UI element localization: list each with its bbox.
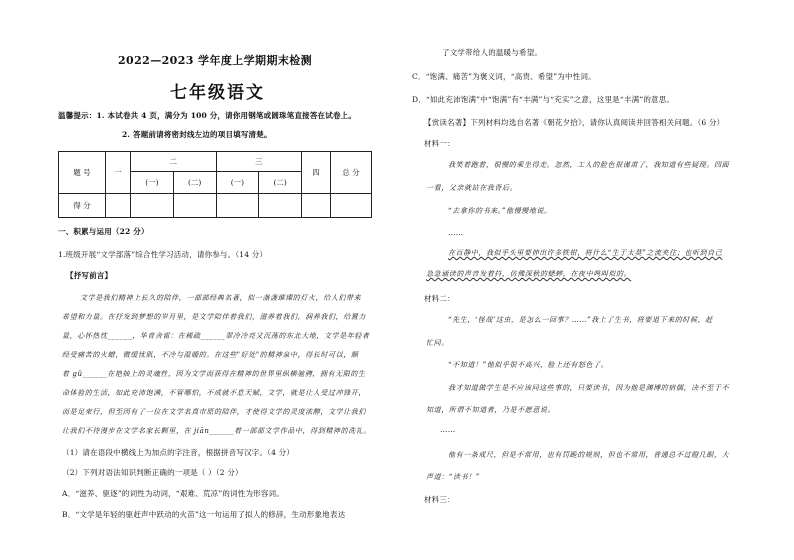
subject-title: 七年级语文 xyxy=(170,83,265,103)
table-sub-cell: (一) xyxy=(216,172,259,194)
score-cell[interactable] xyxy=(259,194,302,218)
passage-line: 量，心怀热忱______，华育舍雷：在稀疏______翠冷冷亮又沉荡的东北大地，文学是年轻者 xyxy=(62,332,370,340)
passage-line: 文学是我们精神上长久的陪伴，一部部经典名著，似一盏盏璀璨的灯火，给人们带来 xyxy=(80,294,362,302)
passage-line: 希望和力量。在抒发到梦想的岁月里，是文学陪伴着我们，滋养着我们，润养我们，给置力 xyxy=(62,313,366,321)
option-d: D．“如此充沛饱满”中“饱满”有“丰满”与“充实”之意，这里是“丰满”的意思。 xyxy=(412,95,675,104)
tag-preface: 【抒写前言】 xyxy=(66,271,113,280)
material-line: 他有一条戒尺，但是不常用，也有罚跪的规则，但也不常用，普通总不过瞪几眼，大 xyxy=(448,451,730,459)
material-line: 我笑着跑着，很慢的乘坐得走。忽然，工人的脸色很谨肃了，我知道有些疑现。四面 xyxy=(448,161,730,169)
option-b-cont: 了文学带给人的温暖与希望。 xyxy=(442,48,543,57)
table-header-cell: 四 xyxy=(302,152,331,194)
score-cell[interactable] xyxy=(302,194,331,218)
option-c: C．“饱满、痛苦”为褒义词，“高贵、希望”为中性词。 xyxy=(412,72,596,81)
passage-line: 命体验的生活，如此充沛饱满，不管哪怕，不成就不息天赋，文学，就是让人受过冲锋开， xyxy=(62,389,366,397)
passage-line: 经受痛苦的火蜡，微缓忧肌，不冷与温暖的。在这些"好处"的精神泉中，得长时可以，顺 xyxy=(62,351,359,359)
material-line: “去拿你的书来。”他慢慢地说。 xyxy=(448,207,552,215)
material-line: “不知道！”他似乎很不高兴，脸上还有怒色了。 xyxy=(448,361,609,369)
exam-title: 2022—2023 学年度上学期期末检测 xyxy=(118,54,313,67)
table-header-cell: 一 xyxy=(106,152,131,194)
score-table xyxy=(58,151,372,218)
notice-line-1: 温馨提示：1. 本试卷共 4 页，满分为 100 分，请你用钢笔或圆珠笔直接答在试卷上。 xyxy=(58,111,357,120)
subquestion-1: （1）请在语段中横线上为加点的字注音，根据拼音写汉字。（4 分） xyxy=(62,448,295,457)
score-cell[interactable] xyxy=(331,194,372,218)
option-a: A．“滋养、驱逐”的词性为动词，“艰难、荒凉”的词性为形容词。 xyxy=(62,489,284,498)
ellipsis: …… xyxy=(448,228,464,237)
passage-line: 让我们不待漫步在文学名家长颗里，在 jiān______着一部部文学作品中，得到精神的洗礼。 xyxy=(62,427,371,435)
table-header-cell: 二 xyxy=(131,152,217,172)
table-header-cell: 三 xyxy=(216,152,302,172)
score-cell[interactable] xyxy=(131,194,174,218)
notice-line-2: 2. 答题前请将密封线左边的项目填写清楚。 xyxy=(122,130,272,139)
material-line-underlined: 在百静中，我似乎头里要伸出许多铁钳，将什么“生于太莫”之流夹住；也听到自己 xyxy=(448,249,723,257)
question-1: 1.班级开展“文学部落”综合性学习活动，请你参与。（14 分） xyxy=(58,250,268,259)
ellipsis: …… xyxy=(440,425,456,434)
score-cell[interactable] xyxy=(173,194,216,218)
material-line: 一看，父亲就站在我背后。 xyxy=(426,184,518,192)
material-line: 我才知道做学生是不应该问这些事的，只要读书，因为他是渊博的宿儒，决不至于不 xyxy=(448,384,730,392)
material-line: 忙问。 xyxy=(426,339,449,347)
material-1-label: 材料一： xyxy=(424,139,455,148)
material-line: 知道，所谓不知道者，乃是不愿意说。 xyxy=(426,406,556,414)
score-cell[interactable] xyxy=(106,194,131,218)
material-2-label: 材料二： xyxy=(424,294,455,303)
section-heading: 一、积累与运用（22 分） xyxy=(58,227,149,236)
material-line: 声道：“读书！” xyxy=(426,473,480,481)
table-row-label: 得 分 xyxy=(59,194,106,218)
option-b: B．“文学是年轻的驱赶声中跃动的火苗”这一句运用了拟人的修辞，生动形象地表达 xyxy=(62,510,346,519)
material-line: “先生，‘怪哉’这虫，是怎么一回事？……”我上了生书，将要退下来的时候，赶 xyxy=(448,316,713,324)
table-header-cell: 总 分 xyxy=(331,152,372,194)
table-sub-cell: (二) xyxy=(259,172,302,194)
subquestion-2: （2）下列对语法知识判断正确的一项是（ ）（2 分） xyxy=(62,468,243,477)
table-sub-cell: (一) xyxy=(131,172,174,194)
passage-line: 而是足束行，但至因有了一位在文学名真市原的陪伴，才使得文学的灵度浓醇，文学让我们 xyxy=(62,408,366,416)
tag-classic: 【赏读名著】下列材料均选自名著《朝花夕拾》，请你认真阅读并回答相关问题。（6 分） xyxy=(424,118,725,127)
material-3-label: 材料三： xyxy=(424,495,455,504)
score-cell[interactable] xyxy=(216,194,259,218)
passage-line: 着 gǔ______在艳抽上的灵魂性，因为文学而获得在精神的世界里纵横驰骋，拥有无限的生 xyxy=(62,370,366,378)
table-sub-cell: (二) xyxy=(173,172,216,194)
material-line-underlined: 急急诵读的声音发着抖，仿佛深秋的蟋蟀，在夜中鸣叫似的。 xyxy=(426,270,632,278)
table-header-cell: 题 号 xyxy=(59,152,106,194)
